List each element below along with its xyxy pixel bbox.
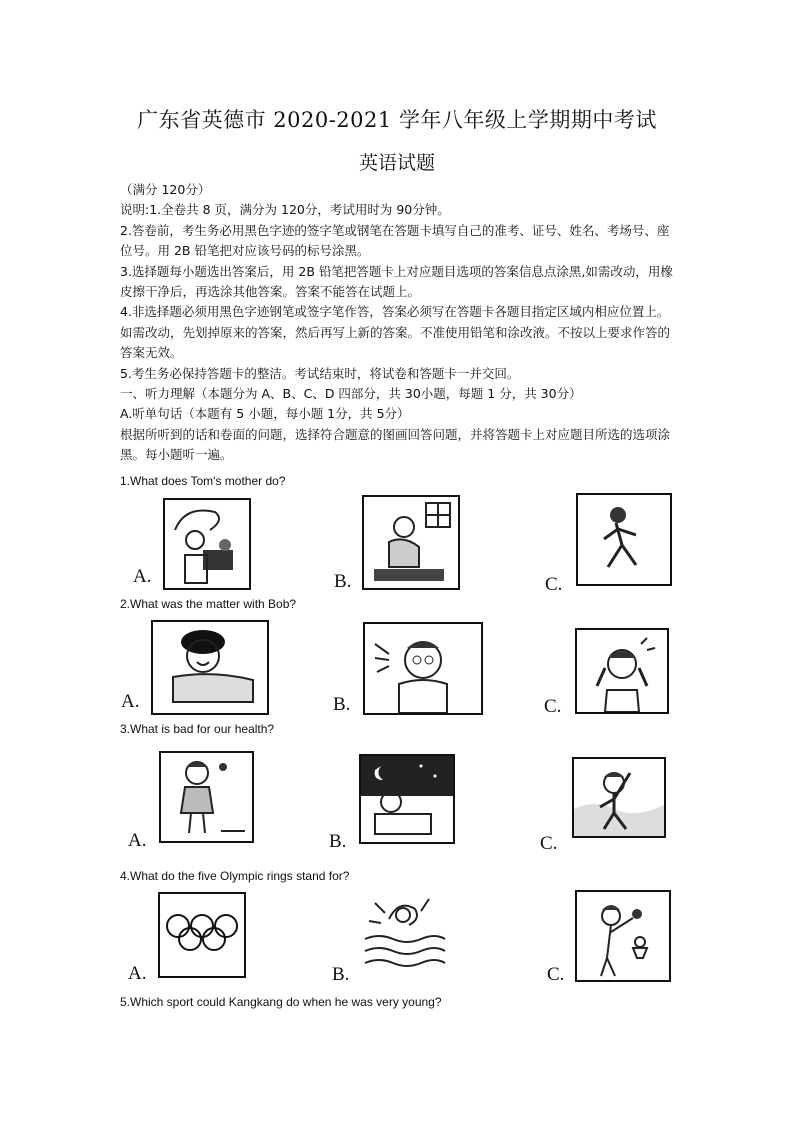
option-letter: C. <box>545 574 563 595</box>
option-letter: A. <box>133 566 152 587</box>
question-1: 1.What does Tom's mother do? <box>120 474 286 488</box>
option-letter: A. <box>128 830 147 851</box>
boy-with-headache-icon <box>575 628 669 714</box>
olympic-rings-icon <box>158 892 246 978</box>
reporter-with-camera-icon <box>163 498 251 590</box>
page-subtitle: 英语试题 <box>358 152 435 174</box>
option-letter: A. <box>121 691 140 712</box>
part-a-heading: A.听单句话（本题有 5 小题，每小题 1分，共 5分） <box>120 406 410 422</box>
staying-up-late-icon <box>359 754 455 844</box>
option-letter: B. <box>334 571 352 592</box>
option-letter: C. <box>540 833 558 854</box>
option-letter: C. <box>544 696 562 717</box>
question-4: 4.What do the five Olympic rings stand for? <box>120 869 350 883</box>
section-heading: 一、听力理解（本题分为 A、B、C、D 四部分，共 30小题，每题 1 分，共 30分） <box>120 386 582 402</box>
option-letter: B. <box>332 964 350 985</box>
page-title: 广东省英德市 2020-2021 学年八年级上学期期中考试 <box>137 108 657 132</box>
boy-crying-in-bed-icon <box>151 620 269 715</box>
person-swimming-icon <box>359 889 449 975</box>
instruction-line-2: 2.答卷前，考生务必用黑色字迹的签字笔或钢笔在答题卡填写自己的准考、证号、姓名、考场号、座位号。用 2B 铅笔把对应该号码的标号涂黑。 <box>120 222 670 259</box>
instruction-line-5: 5.考生务必保持答题卡的整洁。考试结束时，将试卷和答题卡一并交回。 <box>120 365 520 381</box>
girl-with-trophy-icon <box>575 890 671 982</box>
man-sneezing-icon <box>363 622 483 715</box>
part-a-instructions: 根据所听到的话和卷面的问题，选择符合题意的图画回答问题，并将答题卡上对应题目所选的选项涂黑。每小题听一遍。 <box>120 426 671 463</box>
option-letter: B. <box>329 831 347 852</box>
instruction-line-4: 4.非选择题必须用黑色字迹钢笔或签字笔作答，答案必须写在答题卡各题目指定区域内相应位置上。如需改动，先划掉原来的答案，然后再写上新的答案。不准使用铅笔和涂改液。不按以上要求作答的答案无效。 <box>120 304 671 361</box>
instruction-line-3: 3.选择题每小题选出答案后，用 2B 铅笔把答题卡上对应题目选项的答案信息点涂黑,如需改动，用橡皮擦干净后，再选涂其他答案。答案不能答在试题上。 <box>120 263 673 300</box>
instructions-block <box>120 180 680 466</box>
running-girl-icon <box>576 493 672 586</box>
boy-playing-outdoors-icon <box>572 757 666 838</box>
person-at-desk-icon <box>362 495 460 590</box>
instruction-line-1: 说明:1.全卷共 8 页，满分为 120分，考试用时为 90分钟。 <box>120 202 450 218</box>
question-5: 5.Which sport could Kangkang do when he was very young? <box>120 995 442 1009</box>
girl-standing-icon <box>159 751 254 843</box>
question-3: 3.What is bad for our health? <box>120 722 275 736</box>
option-letter: A. <box>128 963 147 984</box>
question-2: 2.What was the matter with Bob? <box>120 597 297 611</box>
option-letter: C. <box>547 964 565 985</box>
score-note: （满分 120分） <box>120 182 211 197</box>
option-letter: B. <box>333 694 351 715</box>
